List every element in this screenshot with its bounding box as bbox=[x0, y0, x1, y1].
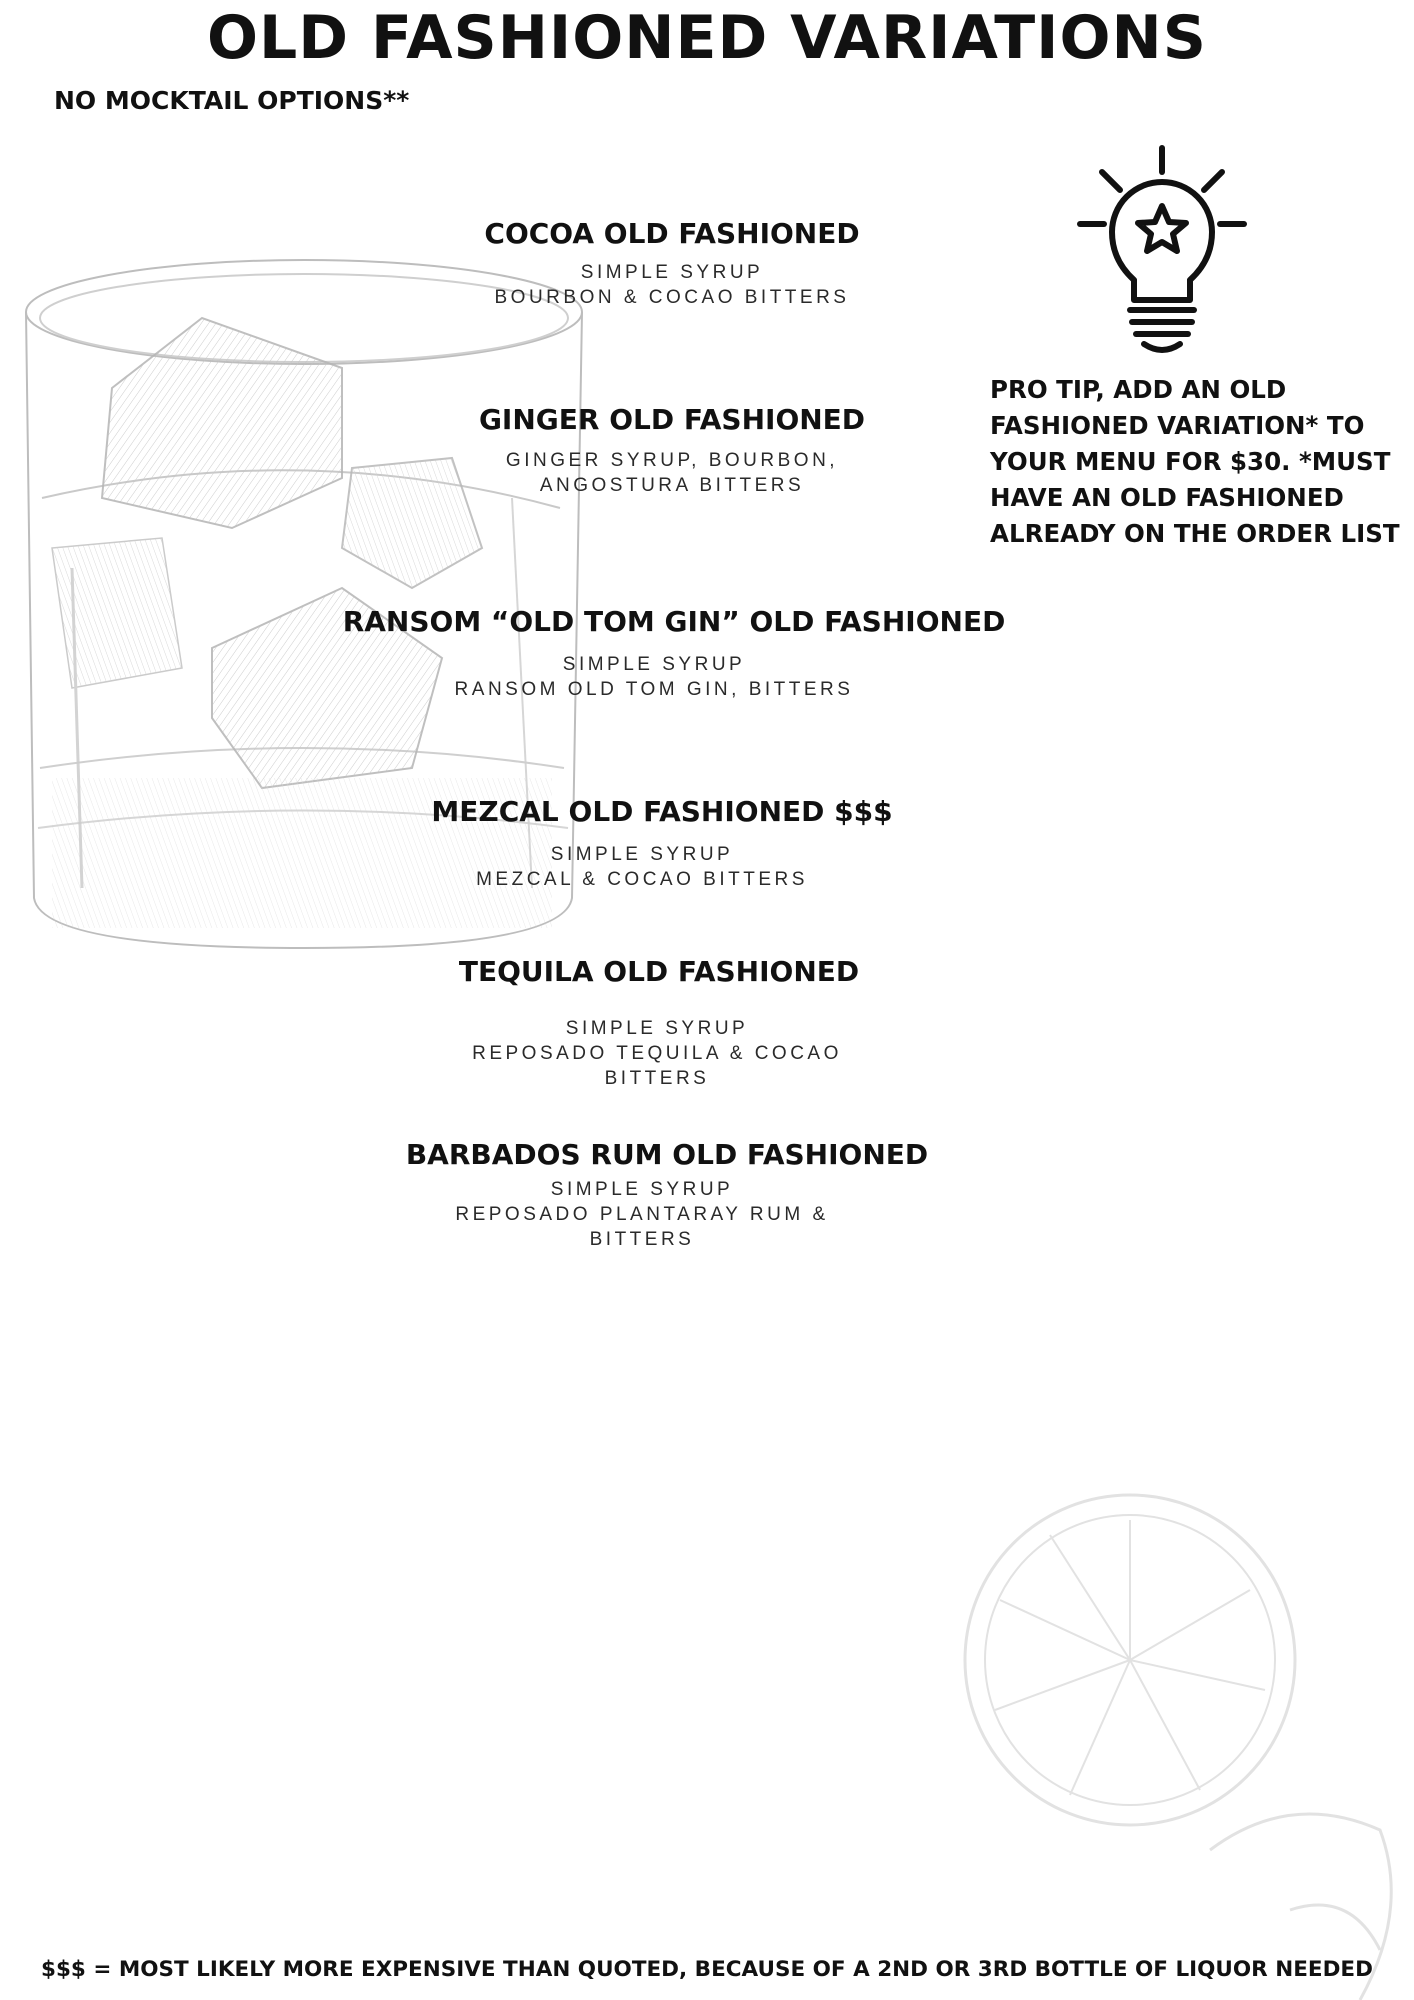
pro-tip-line: FASHIONED VARIATION* TO bbox=[990, 411, 1365, 440]
item-desc-line: GINGER SYRUP, BOURBON, bbox=[505, 450, 839, 471]
item-desc-line: BOURBON & COCAO BITTERS bbox=[494, 287, 850, 308]
item-desc-line: SIMPLE SYRUP bbox=[550, 1179, 734, 1200]
item-desc-line: SIMPLE SYRUP bbox=[562, 654, 746, 675]
item-name: RANSOM “OLD TOM GIN” OLD FASHIONED bbox=[342, 605, 1006, 638]
lightbulb-star-icon bbox=[1072, 142, 1248, 362]
item-desc-line: SIMPLE SYRUP bbox=[565, 1018, 749, 1039]
item-desc-line: SIMPLE SYRUP bbox=[550, 844, 734, 865]
pro-tip-line: HAVE AN OLD FASHIONED bbox=[990, 483, 1344, 512]
menu-item bbox=[372, 216, 972, 310]
item-name: TEQUILA OLD FASHIONED bbox=[458, 955, 860, 988]
item-name: MEZCAL OLD FASHIONED $$$ bbox=[431, 795, 893, 828]
item-name: GINGER OLD FASHIONED bbox=[478, 403, 866, 436]
item-desc-line: REPOSADO TEQUILA & COCAO bbox=[472, 1043, 842, 1064]
item-desc-line: MEZCAL & COCAO BITTERS bbox=[476, 869, 808, 890]
item-desc-line: BITTERS bbox=[589, 1229, 695, 1250]
page-subtitle: NO MOCKTAIL OPTIONS** bbox=[54, 86, 410, 115]
menu-item bbox=[372, 402, 972, 498]
menu-item bbox=[372, 1137, 972, 1252]
pro-tip-line: ALREADY ON THE ORDER LIST bbox=[990, 519, 1400, 548]
menu-item bbox=[372, 954, 972, 1091]
footer-note: $$$ = MOST LIKELY MORE EXPENSIVE THAN QUOTED, BECAUSE OF A 2ND OR 3RD BOTTLE OF LIQUOR NEEDED bbox=[41, 1957, 1373, 1982]
item-name: COCOA OLD FASHIONED bbox=[484, 217, 860, 250]
menu-item bbox=[324, 604, 1024, 702]
pro-tip-line: YOUR MENU FOR $30. *MUST bbox=[990, 447, 1391, 476]
item-desc-line: REPOSADO PLANTARAY RUM & bbox=[455, 1204, 829, 1225]
pro-tip-line: PRO TIP, ADD AN OLD bbox=[990, 375, 1287, 404]
item-desc-line: BITTERS bbox=[604, 1068, 710, 1089]
item-desc-line: RANSOM OLD TOM GIN, BITTERS bbox=[454, 679, 854, 700]
menu-item bbox=[372, 794, 972, 892]
item-desc-line: SIMPLE SYRUP bbox=[580, 262, 764, 283]
item-desc-line: ANGOSTURA BITTERS bbox=[539, 475, 805, 496]
lemon-illustration bbox=[960, 1490, 1414, 2000]
pro-tip bbox=[990, 372, 1410, 552]
item-name: BARBADOS RUM OLD FASHIONED bbox=[405, 1138, 929, 1171]
page-title: OLD FASHIONED VARIATIONS bbox=[207, 3, 1207, 73]
